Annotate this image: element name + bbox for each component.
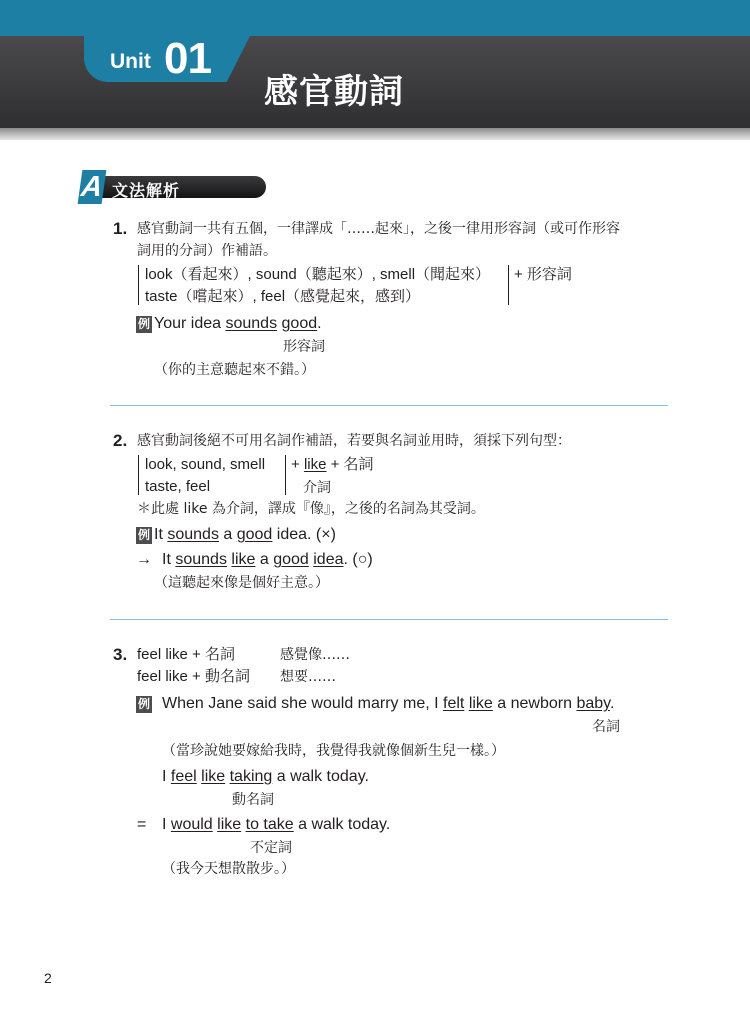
verbs-line-2: taste, feel (145, 478, 211, 495)
point-3-number: 3. (113, 645, 128, 664)
bracket-right (508, 265, 509, 305)
example-wrong-sentence: It sounds a good idea. (×) (154, 526, 336, 543)
pattern-row-1-meaning: 感覺像…… (280, 647, 350, 663)
section-title: 文法解析 (112, 181, 181, 200)
example-translation-1: （當珍說她要嫁給我時，我覺得我就像個新生兒一樣。） (162, 743, 505, 759)
point-2-text: 感官動詞後絕不可用名詞作補語，若要與名詞並用時，須採下列句型： (137, 433, 571, 449)
example-icon: 例 (137, 528, 150, 542)
verbs-line-1: look（看起來）, sound（聽起來）, smell（聞起來） (145, 266, 491, 283)
page-title: 感官動詞 (264, 72, 404, 112)
pattern-row-2: feel like + 動名詞 (137, 668, 250, 685)
bracket-left (138, 265, 139, 305)
gerund-note: 動名詞 (232, 792, 274, 808)
page-number: 2 (44, 970, 52, 986)
example-translation: （這聽起來像是個好主意。） (154, 575, 329, 591)
example-translation-3: （我今天想散散步。） (162, 861, 295, 877)
equals-sign: = (137, 816, 147, 833)
bracket-left (138, 455, 139, 495)
preposition-note: 介詞 (303, 480, 331, 496)
example-sentence-1: When Jane said she would marry me, I felt like a newborn baby. (162, 695, 615, 712)
divider (110, 619, 668, 620)
bracket-right (285, 455, 286, 495)
unit-label: Unit (110, 50, 151, 73)
pattern-row-1: feel like + 名詞 (137, 646, 235, 663)
infinitive-note: 不定詞 (250, 840, 292, 856)
noun-note: 名詞 (592, 719, 620, 735)
plus-like-noun: + like + 名詞 (291, 456, 374, 473)
plus-adjective: + 形容詞 (514, 266, 572, 283)
example-sentence-3: I would like to take a walk today. (162, 816, 391, 833)
arrow-icon: → (136, 551, 152, 568)
section-letter: A (79, 171, 105, 203)
header-top-band (0, 0, 750, 36)
point-2-number: 2. (113, 431, 128, 450)
example-note: 形容詞 (283, 339, 325, 355)
pattern-row-2-meaning: 想要…… (280, 669, 336, 685)
example-translation: （你的主意聽起來不錯。） (154, 362, 315, 378)
point-1-text-line1: 感官動詞一共有五個，一律譯成「……起來」，之後一律用形容詞（或可作形容 (137, 221, 620, 237)
example-correct-sentence: It sounds like a good idea. (○) (162, 551, 373, 568)
example-icon: 例 (137, 697, 150, 711)
example-sentence: Your idea sounds good. (154, 315, 322, 332)
unit-number: 01 (164, 34, 211, 83)
example-sentence-2: I feel like taking a walk today. (162, 768, 369, 785)
verbs-line-2: taste（嚐起來）, feel（感覺起來，感到） (145, 288, 421, 305)
point-1-number: 1. (113, 219, 128, 238)
example-icon: 例 (137, 317, 150, 331)
header-shadow (0, 128, 750, 140)
divider (110, 405, 668, 406)
verbs-line-1: look, sound, smell (145, 456, 266, 473)
point-1-text-line2: 詞用的分詞）作補語。 (137, 243, 277, 259)
point-2-note: ＊此處 like 為介詞，譯成『像』，之後的名詞為其受詞。 (137, 501, 485, 517)
